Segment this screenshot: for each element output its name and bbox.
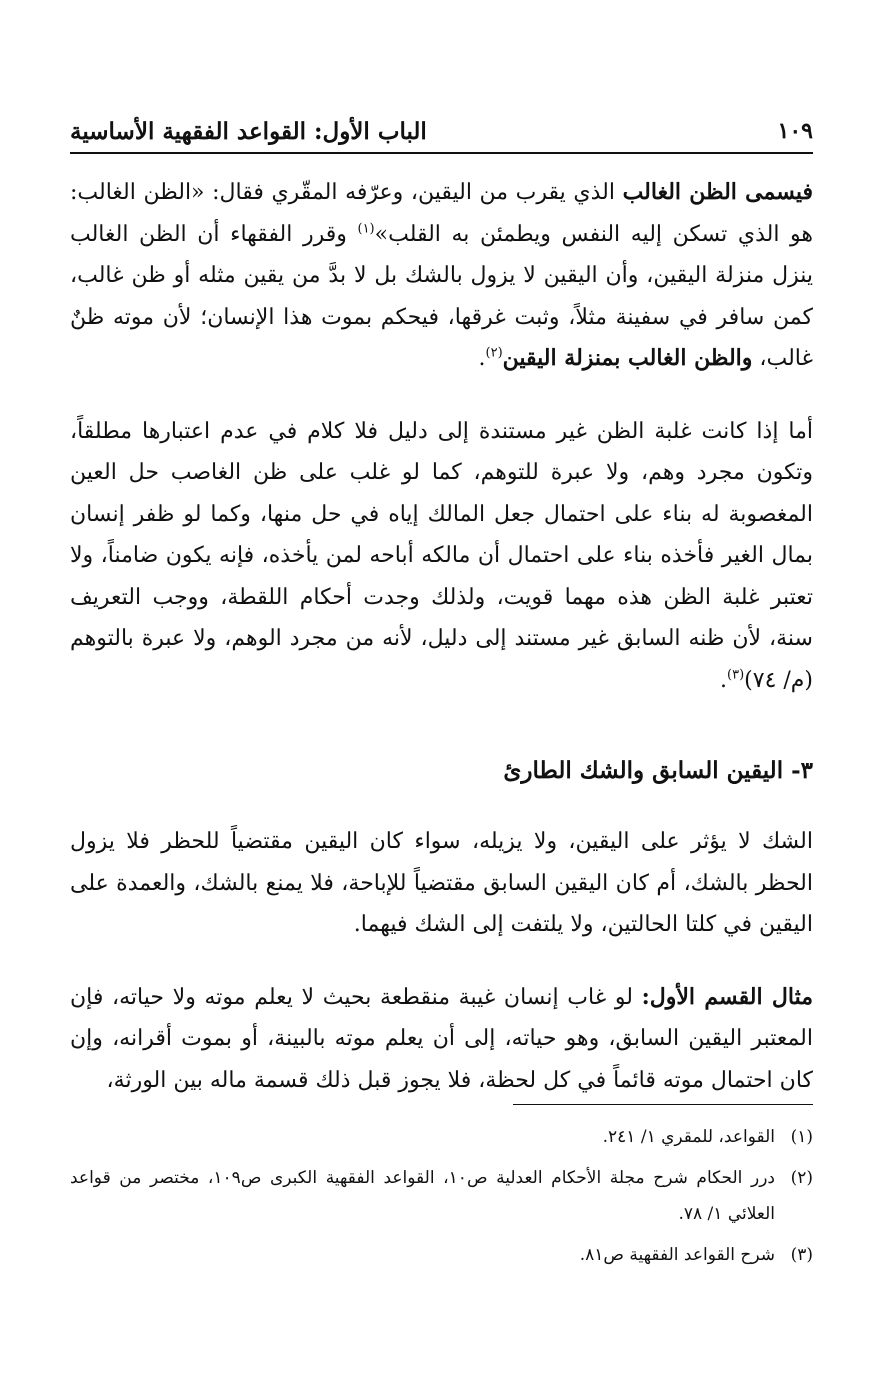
footnote-number: (٣)	[790, 1245, 813, 1265]
footnote-text: القواعد، للمقري ١/ ٢٤١.	[602, 1127, 775, 1147]
period: .	[478, 346, 486, 371]
bold-term: والظن الغالب بمنزلة اليقين	[502, 345, 753, 371]
footnote	[70, 1160, 813, 1232]
paragraph-text: الشك لا يؤثر على اليقين، ولا يزيله، سواء كان اليقين مقتضياً للحظر فلا يزول الحظر بالشك، أم كان اليقين السابق مقتضياً للإباحة، فلا يمنع بالشك، والعمدة على اليقين في كلتا الحالتين، ولا يلتفت إلى الشك فيهما.	[70, 829, 813, 937]
paragraph-text: أما إذا كانت غلبة الظن غير مستندة إلى دليل فلا كلام في عدم اعتبارها مطلقاً، وتكون مجرد وهم، ولا عبرة للتوهم، كما لو غلب على ظن الغاصب حل العين المغصوبة له بناء على احتمال جعل المالك إياه في حل منها، وكما لو ظفر إنسان بمال الغير فأخذه بناء على احتمال أن مالكه أباحه لمن يأخذه، فإنه يكون ضامناً، ولا تعتبر غلبة الظن هذه مهما قويت، ولذلك وجدت أحكام اللقطة، ووجب التعريف سنة، لأن ظنه السابق غير مستند إلى دليل، لأنه من مجرد الوهم، ولا عبرة بالتوهم (م/ ٧٤)	[70, 418, 813, 693]
footnote-divider	[513, 1104, 813, 1105]
footnote-number: (٢)	[790, 1168, 813, 1188]
running-header	[70, 108, 813, 154]
paragraph-2	[70, 411, 813, 702]
section-heading: ٣- اليقين السابق والشك الطارئ	[503, 757, 813, 784]
bold-term: مثال القسم الأول:	[641, 983, 813, 1010]
paragraph-1	[70, 172, 813, 380]
footnote	[70, 1119, 813, 1155]
footnote-ref[interactable]: (٣)	[727, 667, 745, 683]
footnote	[70, 1237, 813, 1273]
chapter-title: الباب الأول: القواعد الفقهية الأساسية	[70, 117, 427, 145]
bold-term: فيسمى الظن الغالب	[622, 179, 813, 205]
paragraph-3	[70, 821, 813, 946]
footnote-ref[interactable]: (٢)	[485, 345, 503, 361]
footnote-text: شرح القواعد الفقهية ص٨١.	[579, 1245, 775, 1265]
footnotes	[70, 1104, 813, 1278]
footnote-ref[interactable]: (١)	[357, 221, 375, 237]
page-number: ١٠٩	[777, 118, 813, 144]
footnote-text: درر الحكام شرح مجلة الأحكام العدلية ص١٠، القواعد الفقهية الكبرى ص١٠٩، مختصر من قواعد العلائي ١/ ٧٨.	[70, 1168, 776, 1224]
period: .	[720, 667, 728, 693]
main-text	[70, 172, 813, 1101]
paragraph-text: الذي يقرب من اليقين، وعرّفه المقّري فقال: «الظن الغالب: هو الذي تسكن إليه النفس ويطمئن به القلب»	[70, 180, 813, 247]
header-divider	[70, 152, 813, 154]
paragraph-text: وقرر الفقهاء أن الظن الغالب ينزل منزلة اليقين، وأن اليقين لا يزول بالشك بل لا بدَّ من يقين مثله أو ظن غالب، كمن سافر في سفينة مثلاً، وثبت غرقها، فيحكم بموت هذا الإنسان؛ لأن موته ظنٌ غالب،	[70, 221, 813, 371]
footnote-number: (١)	[790, 1127, 813, 1147]
paragraph-text: لو غاب إنسان غيبة منقطعة بحيث لا يعلم موته ولا حياته، فإن المعتبر اليقين السابق، وهو حياته، إلى أن يعلم موته بالبينة، أو بموت أقرانه، وإن كان احتمال موته قائماً في كل لحظة، فلا يجوز قبل ذلك قسمة ماله بين الورثة،	[70, 984, 813, 1093]
paragraph-4	[70, 977, 813, 1102]
